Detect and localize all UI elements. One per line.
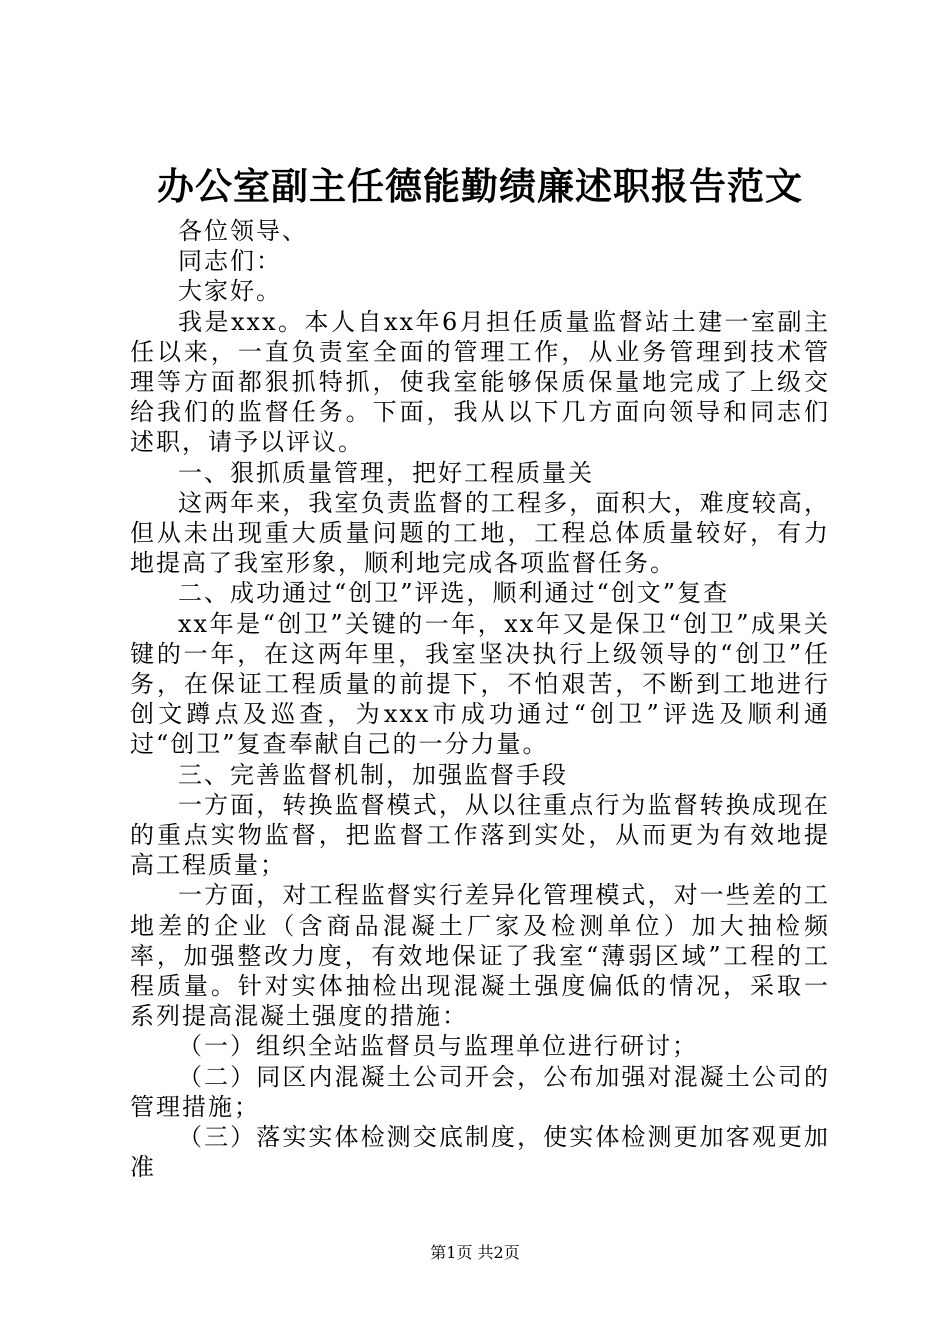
intro-paragraph: 我是xxx。本人自xx年6月担任质量监督站土建一室副主任以来，一直负责室全面的管理工作，从业务管理到技术管理等方面都狠抓特抓，使我室能够保质保量地完成了上级交给我们的监督任务。下面，我从以下几方面向领导和同志们述职，请予以评议。 — [130, 307, 830, 457]
greeting: 大家好。 — [178, 277, 282, 306]
section-3-paragraph-2: 一方面，对工程监督实行差异化管理模式，对一些差的工地差的企业（含商品混凝土厂家及检测单位）加大抽检频率，加强整改力度，有效地保证了我室“薄弱区域”工程的工程质量。针对实体抽检出现混凝土强度偏低的情况，采取一系列提高混凝土强度的措施： — [130, 881, 830, 1031]
section-heading-1: 一、狠抓质量管理，把好工程质量关 — [178, 458, 594, 487]
measure-item-2: （二）同区内混凝土公司开会，公布加强对混凝土公司的管理措施； — [130, 1062, 830, 1121]
document-body — [130, 160, 830, 1183]
section-1-paragraph: 这两年来，我室负责监督的工程多，面积大，难度较高，但从未出现重大质量问题的工地，工程总体质量较好，有力地提高了我室形象，顺利地完成各项监督任务。 — [130, 488, 830, 578]
section-3-paragraph-1: 一方面，转换监督模式，从以往重点行为监督转换成现在的重点实物监督，把监督工作落到实处，从而更为有效地提高工程质量； — [130, 790, 830, 880]
section-heading-3: 三、完善监督机制，加强监督手段 — [178, 760, 568, 789]
section-heading-2: 二、成功通过“创卫”评选，顺利通过“创文”复查 — [178, 579, 730, 608]
document-title: 办公室副主任德能勤绩廉述职报告范文 — [157, 164, 803, 208]
section-2-paragraph: xx年是“创卫”关键的一年，xx年又是保卫“创卫”成果关键的一年，在这两年里，我室坚决执行上级领导的“创卫”任务，在保证工程质量的前提下，不怕艰苦，不断到工地进行创文蹲点及巡查，为xxx市成功通过“创卫”评选及顺利通过“创卫”复查奉献自己的一分力量。 — [130, 609, 830, 759]
salutation-comrades: 同志们： — [178, 247, 282, 276]
measure-item-3: （三）落实实体检测交底制度，使实体检测更加客观更加准 — [130, 1123, 830, 1182]
page-footer: 第1页 共2页 — [430, 1243, 520, 1262]
measure-item-1: （一）组织全站监督员与监理单位进行研讨； — [178, 1032, 698, 1061]
salutation-leaders: 各位领导、 — [178, 217, 308, 245]
